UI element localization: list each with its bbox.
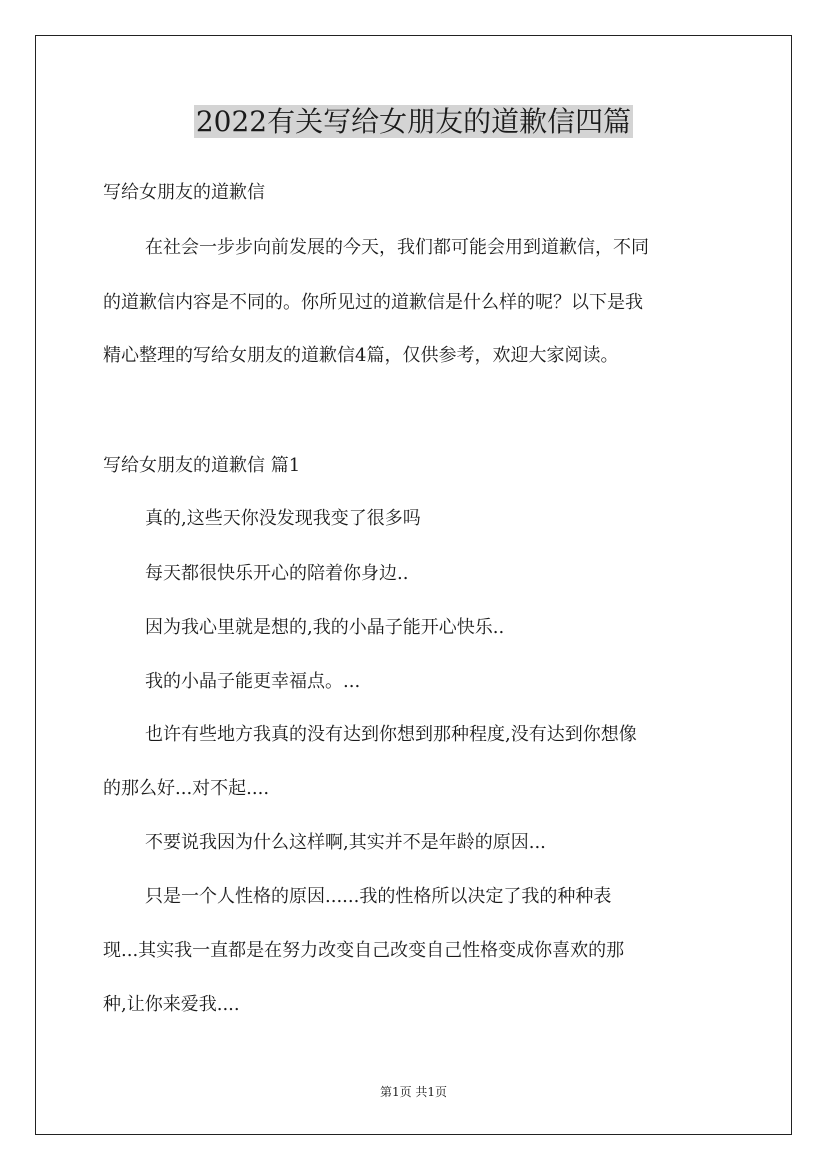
paragraph-line: 在社会一步步向前发展的今天，我们都可能会用到道歉信，不同 bbox=[145, 237, 649, 258]
section-heading: 写给女朋友的道歉信 篇1 bbox=[103, 455, 301, 476]
document-title bbox=[0, 102, 827, 142]
page-footer: 第1页 共1页 bbox=[379, 1085, 448, 1099]
paragraph-line: 因为我心里就是想的,我的小晶子能开心快乐.. bbox=[145, 617, 505, 638]
paragraph-line: 现...其实我一直都是在努力改变自己改变自己性格变成你喜欢的那 bbox=[103, 940, 625, 961]
paragraph-line: 的那么好...对不起.... bbox=[103, 778, 270, 799]
paragraph-line: 每天都很快乐开心的陪着你身边.. bbox=[145, 563, 409, 584]
paragraph-line: 真的,这些天你没发现我变了很多吗 bbox=[145, 508, 421, 529]
paragraph-line: 我的小晶子能更幸福点。... bbox=[145, 671, 361, 692]
paragraph-line: 精心整理的写给女朋友的道歉信4篇，仅供参考，欢迎大家阅读。 bbox=[103, 345, 619, 366]
paragraph-line: 不要说我因为什么这样啊,其实并不是年龄的原因... bbox=[145, 832, 546, 853]
intro-heading: 写给女朋友的道歉信 bbox=[103, 182, 265, 203]
paragraph-line: 种,让你来爱我.... bbox=[103, 994, 240, 1015]
paragraph-line: 只是一个人性格的原因......我的性格所以决定了我的种种表 bbox=[145, 886, 612, 907]
title-text: 2022有关写给女朋友的道歉信四篇 bbox=[195, 105, 632, 138]
paragraph-line: 也许有些地方我真的没有达到你想到那种程度,没有达到你想像 bbox=[145, 724, 637, 745]
paragraph-line: 的道歉信内容是不同的。你所见过的道歉信是什么样的呢？以下是我 bbox=[103, 292, 643, 313]
